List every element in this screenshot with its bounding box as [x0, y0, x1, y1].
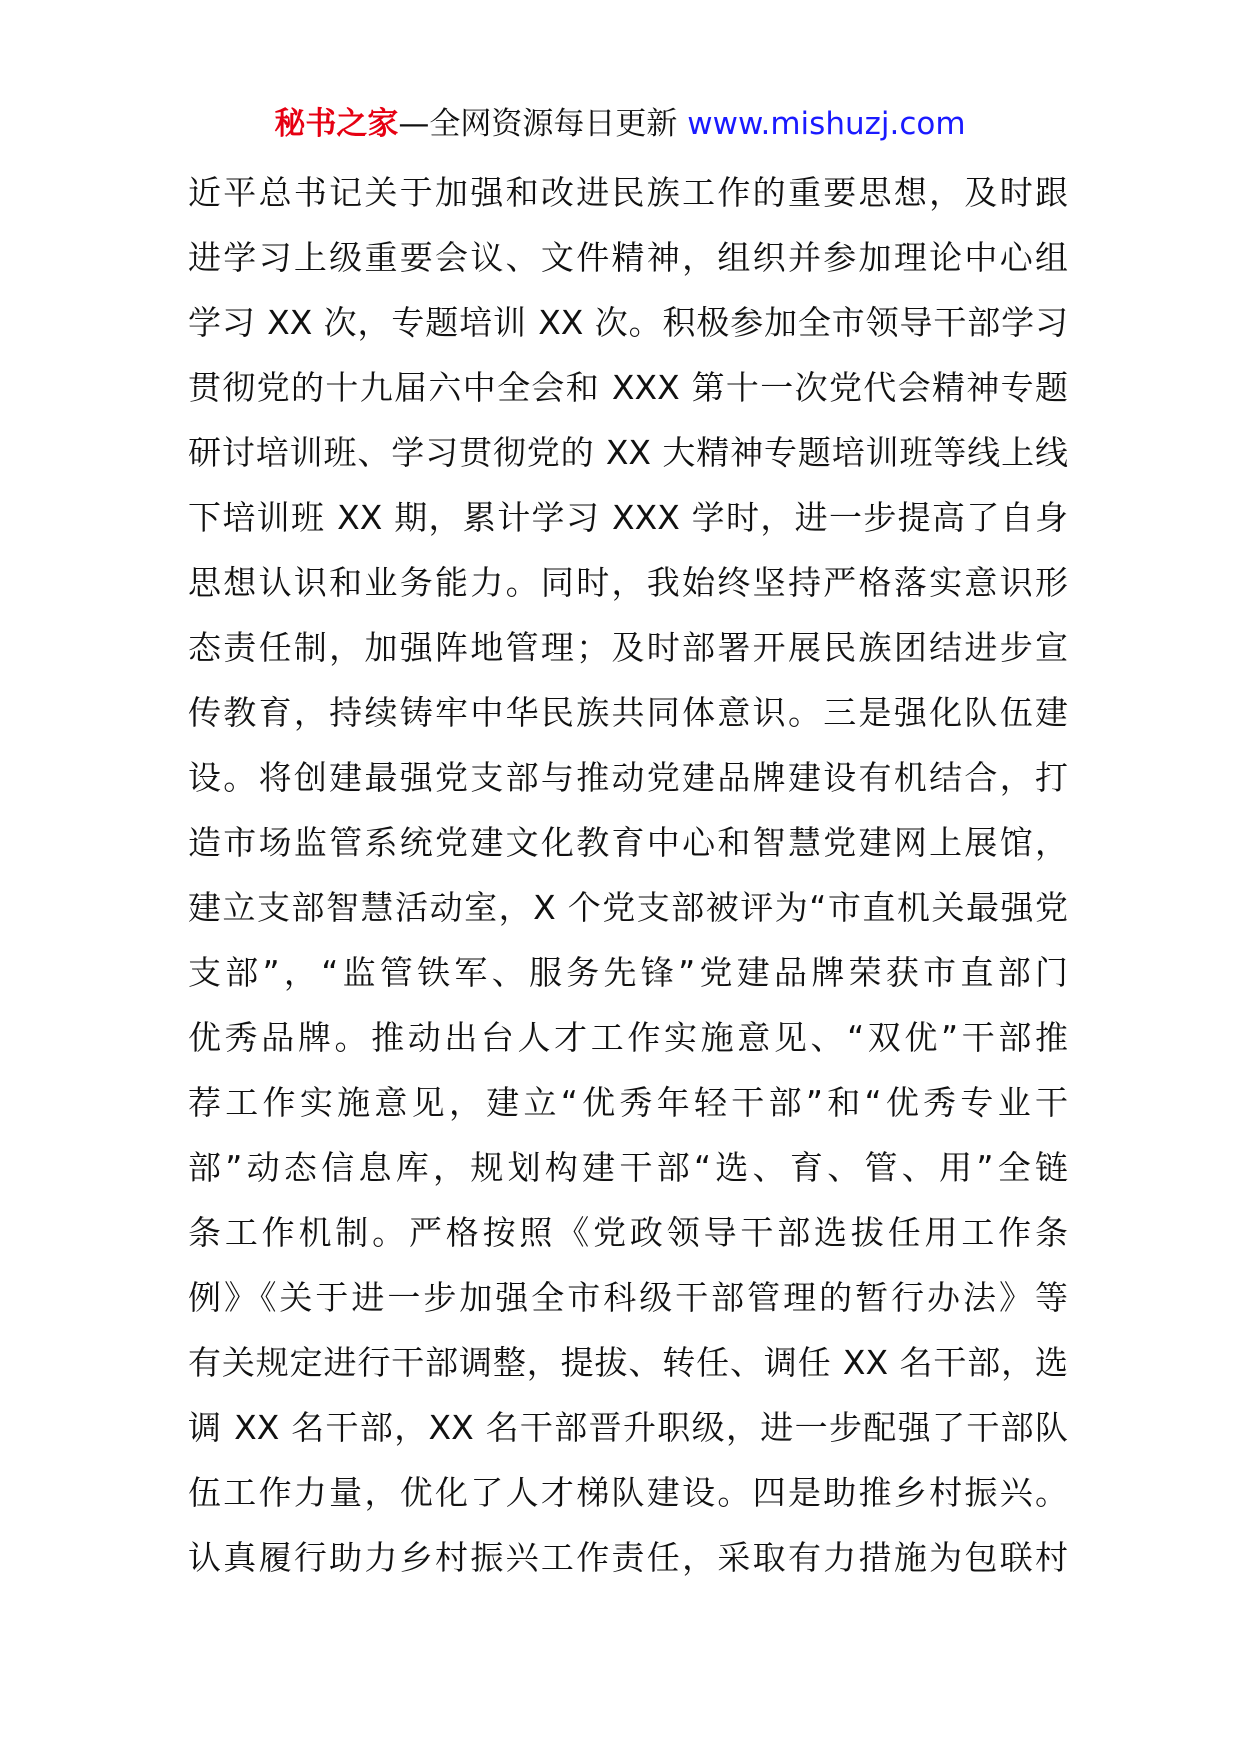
- header-brand: 秘书之家: [274, 106, 399, 142]
- body-line: 态责任制，加强阵地管理；及时部署开展民族团结进步宣: [188, 628, 1068, 667]
- body-line: 学习 XX 次，专题培训 XX 次。积极参加全市领导干部学习: [188, 303, 1068, 342]
- body-line: 荐工作实施意见，建立“优秀年轻干部”和“优秀专业干: [188, 1083, 1068, 1122]
- body-line: 建立支部智慧活动室，X 个党支部被评为“市直机关最强党: [188, 888, 1068, 927]
- body-line: 优秀品牌。推动出台人才工作实施意见、“双优”干部推: [188, 1018, 1068, 1057]
- body-line: 伍工作力量，优化了人才梯队建设。四是助推乡村振兴。: [188, 1473, 1068, 1512]
- body-line: 贯彻党的十九届六中全会和 XXX 第十一次党代会精神专题: [188, 368, 1068, 407]
- header-tagline: —全网资源每日更新: [398, 106, 678, 142]
- body-line: 进学习上级重要会议、文件精神，组织并参加理论中心组: [188, 238, 1068, 277]
- body-line: 近平总书记关于加强和改进民族工作的重要思想，及时跟: [188, 173, 1068, 212]
- body-text: [188, 160, 1068, 1590]
- body-line: 例》《关于进一步加强全市科级干部管理的暂行办法》等: [188, 1278, 1068, 1317]
- body-line: 认真履行助力乡村振兴工作责任，采取有力措施为包联村: [188, 1538, 1068, 1577]
- body-line: 思想认识和业务能力。同时，我始终坚持严格落实意识形: [188, 563, 1068, 602]
- body-line: 有关规定进行干部调整，提拔、转任、调任 XX 名干部，选: [188, 1343, 1068, 1382]
- body-line: 支部”，“监管铁军、服务先锋”党建品牌荣获市直部门: [188, 953, 1068, 992]
- body-line: 传教育，持续铸牢中华民族共同体意识。三是强化队伍建: [188, 693, 1068, 732]
- body-line: 下培训班 XX 期，累计学习 XXX 学时，进一步提高了自身: [188, 498, 1068, 537]
- body-line: 调 XX 名干部，XX 名干部晋升职级，进一步配强了干部队: [188, 1408, 1068, 1447]
- body-line: 研讨培训班、学习贯彻党的 XX 大精神专题培训班等线上线: [188, 433, 1068, 472]
- header-url-link[interactable]: www.mishuzj.com: [687, 106, 966, 142]
- page-header: [0, 100, 1240, 148]
- body-line: 造市场监管系统党建文化教育中心和智慧党建网上展馆，: [188, 823, 1068, 862]
- body-line: 设。将创建最强党支部与推动党建品牌建设有机结合，打: [188, 758, 1068, 797]
- body-line: 部”动态信息库，规划构建干部“选、育、管、用”全链: [188, 1148, 1068, 1187]
- body-line: 条工作机制。严格按照《党政领导干部选拔任用工作条: [188, 1213, 1068, 1252]
